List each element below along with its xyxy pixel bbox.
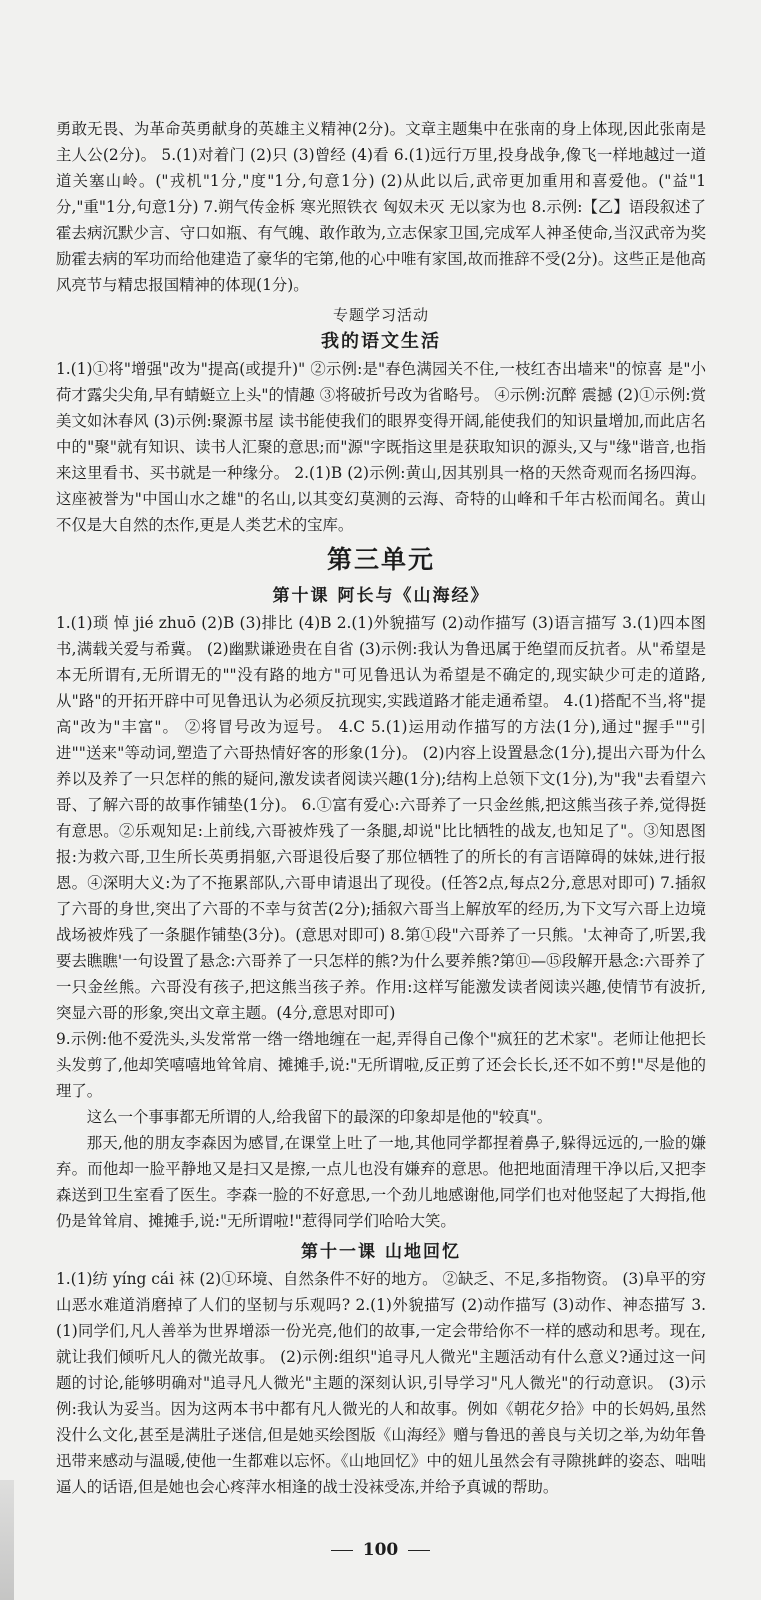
lesson-10-essay-paragraph: 这么一个事事都无所谓的人,给我留下的最深的印象却是他的"较真"。 [86, 1108, 553, 1126]
dash-right [408, 1550, 430, 1551]
lesson-10-essay-paragraph: 那天,他的朋友李森因为感冒,在课堂上吐了一地,其他同学都捏着鼻子,躲得远远的,一脸的嫌弃。而他却一脸平静地又是扫又是擦,一点儿也没有嫌弃的意思。他把地面清理干净以后,又把李森送到卫生室看了医生。李森一脸的不好意思,一个劲儿地感谢他,同学们也对他竖起了大拇指,他仍是耸耸肩、摊摊手,说:"无所谓啦!"惹得同学们哈哈大笑。 [56, 1134, 706, 1230]
unit-title: 第三单元 [326, 545, 435, 574]
lesson-10-title: 第十课 阿长与《山海经》 [272, 586, 490, 606]
lesson-10-answers: 1.(1)琐 悼 jié zhuō (2)B (3)排比 (4)B 2.(1)外貌描写 (2)动作描写 (3)语言描写 3.(1)四本图书,满载关爱与希冀。 (2)幽默谦逊贵在自省 (3)示例:我认为鲁迅属于绝望而反抗者。从"希望是本无所谓有,无所谓无的""没有路的地方"可见鲁迅认为希望是不确定的,现实缺少可走的道路,从"路"的开拓开辟中可见鲁迅认为必须反抗现实,实践道路才能走通希望。 4.(1)搭配不当,将"提高"改为"丰富"。 ②将冒号改为逗号。 4.C 5.(1)运用动作描写的方法(1分),通过"握手""引进""送来"等动词,塑造了六哥热情好客的形象(1分)。 (2)内容上设置悬念(1分),提出六哥为什么养以及养了一只怎样的熊的疑问,激发读者阅读兴趣(1分);结构上总领下文(1分),为"我"去看望六哥、了解六哥的故事作铺垫(1分)。 6.①富有爱心:六哥养了一只金丝熊,把这熊当孩子养,觉得挺有意思。②乐观知足:上前线,六哥被炸残了一条腿,却说"比比牺牲的战友,也知足了"。③知恩图报:为救六哥,卫生所长英勇捐躯,六哥退役后娶了那位牺牲了的所长的有言语障碍的妹妹,进行报恩。④深明大义:为了不拖累部队,六哥申请退出了现役。(任答2点,每点2分,意思对即可) 7.插叙了六哥的身世,突出了六哥的不幸与贫苦(2分);插叙六哥当上解放军的经历,为下文写六哥上边境战场被炸残了一条腿作铺垫(3分)。(意思对即可) 8.第①段"六哥养了一只熊。'太神奇了,听罢,我要去瞧瞧'一句设置了悬念:六哥养了一只怎样的熊?为什么要养熊?第⑪—⑮段解开悬念:六哥养了一只金丝熊。六哥没有孩子,把这熊当孩子养。作用:这样写能激发读者阅读兴趣,使情节有波折,突显六哥的形象,突出文章主题。(4分,意思对即可) [56, 614, 706, 1022]
dash-left [331, 1550, 353, 1551]
top-answer-paragraph: 勇敢无畏、为革命英勇献身的英雄主义精神(2分)。文章主题集中在张南的身上体现,因此张南是主人公(2分)。 5.(1)对着门 (2)只 (3)曾经 (4)看 6.(1)远行万里,投身战争,像飞一样地越过一道道关塞山岭。("戎机"1分,"度"1分,句意1分) (2)从此以后,武帝更加重用和喜爱他。("益"1分,"重"1分,句意1分) 7.朔气传金柝 寒光照铁衣 匈奴未灭 无以家为也 8.示例:【乙】语段叙述了霍去病沉默少言、守口如瓶、有气魄、敢作敢为,立志保家卫国,完成军人神圣使命,当汉武帝为奖励霍去病的军功而给他建造了豪华的宅第,他的心中唯有家国,故而推辞不受(2分)。这些正是他高风亮节与精忠报国精神的体现(1分)。 [56, 120, 706, 294]
page-number: 100 [0, 1540, 761, 1560]
lesson-11-answers: 1.(1)纺 yíng cái 袜 (2)①环境、自然条件不好的地方。 ②缺乏、不足,多指物资。 (3)阜平的穷山恶水难道消磨掉了人们的坚韧与乐观吗? 2.(1)外貌描写 (2)动作描写 (3)动作、神态描写 3.(1)同学们,凡人善举为世界增添一份光亮,他们的故事,一定会带给你不一样的感动和思考。现在,就让我们倾听凡人的微光故事。 (2)示例:组织"追寻凡人微光"主题活动有什么意义?通过这一问题的讨论,能够明确对"追寻凡人微光"主题的深刻认识,引导学习"凡人微光"的行动意识。 (3)示例:我认为妥当。因为这两本书中都有凡人微光的人和故事。例如《朝花夕拾》中的长妈妈,虽然没什么文化,甚至是满肚子迷信,但是她买绘图版《山海经》赠与鲁迅的善良与关切之举,为幼年鲁迅带来感动与温暖,使他一生都难以忘怀。《山地回忆》中的妞儿虽然会有寻隙挑衅的姿态、咄咄逼人的话语,但是她也会心疼萍水相逢的战士没袜受冻,并给予真诚的帮助。 [56, 1270, 706, 1496]
activity-answer-paragraph: 1.(1)①将"增强"改为"提高(或提升)" ②示例:是"春色满园关不住,一枝红杏出墙来"的惊喜 是"小荷才露尖尖角,早有蜻蜓立上头"的情趣 ③将破折号改为省略号。 ④示例:沉醉 震撼 (2)①示例:赏美文如沐春风 (3)示例:聚源书屋 读书能使我们的眼界变得开阔,能使我们的知识量增加,而此店名中的"聚"就有知识、读书人汇聚的意思;而"源"字既指这里是获取知识的源头,又与"缘"谐音,也指来这里看书、买书就是一种缘分。 2.(1)B (2)示例:黄山,因其别具一格的天然奇观而名扬四海。这座被誉为"中国山水之雄"的名山,以其变幻莫测的云海、奇特的山峰和千年古松而闻名。黄山不仅是大自然的杰作,更是人类艺术的宝库。 [56, 360, 706, 534]
activity-title: 我的语文生活 [321, 331, 441, 352]
answer-column [56, 116, 706, 1500]
lesson-11-title: 第十一课 山地回忆 [301, 1242, 461, 1262]
activity-subtitle: 专题学习活动 [332, 306, 429, 324]
page-edge-shadow [0, 1480, 14, 1600]
lesson-10-q9-answer: 9.示例:他不爱洗头,头发常常一绺一绺地缠在一起,弄得自己像个"疯狂的艺术家"。老师让他把长头发剪了,他却笑嘻嘻地耸耸肩、摊摊手,说:"无所谓啦,反正剪了还会长长,还不如不剪!"尽是他的理了。 [56, 1030, 706, 1100]
